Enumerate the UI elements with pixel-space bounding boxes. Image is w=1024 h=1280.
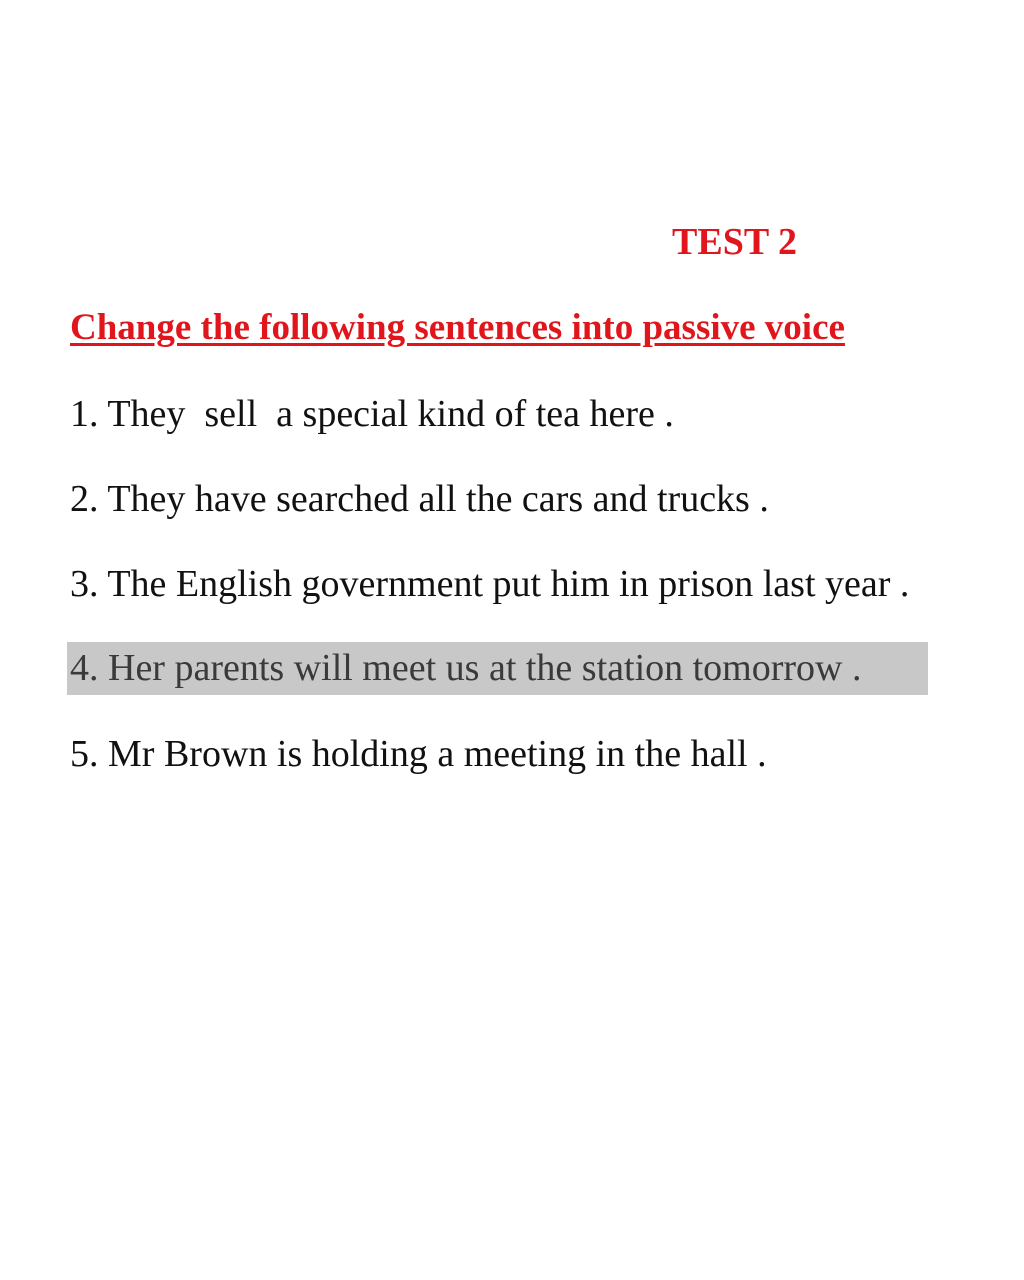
test-title: TEST 2 [672,221,797,263]
instruction-heading: Change the following sentences into passive voice [70,307,845,348]
sentence-2: 2. They have searched all the cars and trucks . [70,478,769,520]
sentence-3: 3. The English government put him in prison last year . [70,563,910,605]
sentence-4-highlighted[interactable]: 4. Her parents will meet us at the station tomorrow . [67,642,928,695]
sentence-5: 5. Mr Brown is holding a meeting in the hall . [70,733,767,775]
sentence-1: 1. They sell a special kind of tea here . [70,393,674,435]
